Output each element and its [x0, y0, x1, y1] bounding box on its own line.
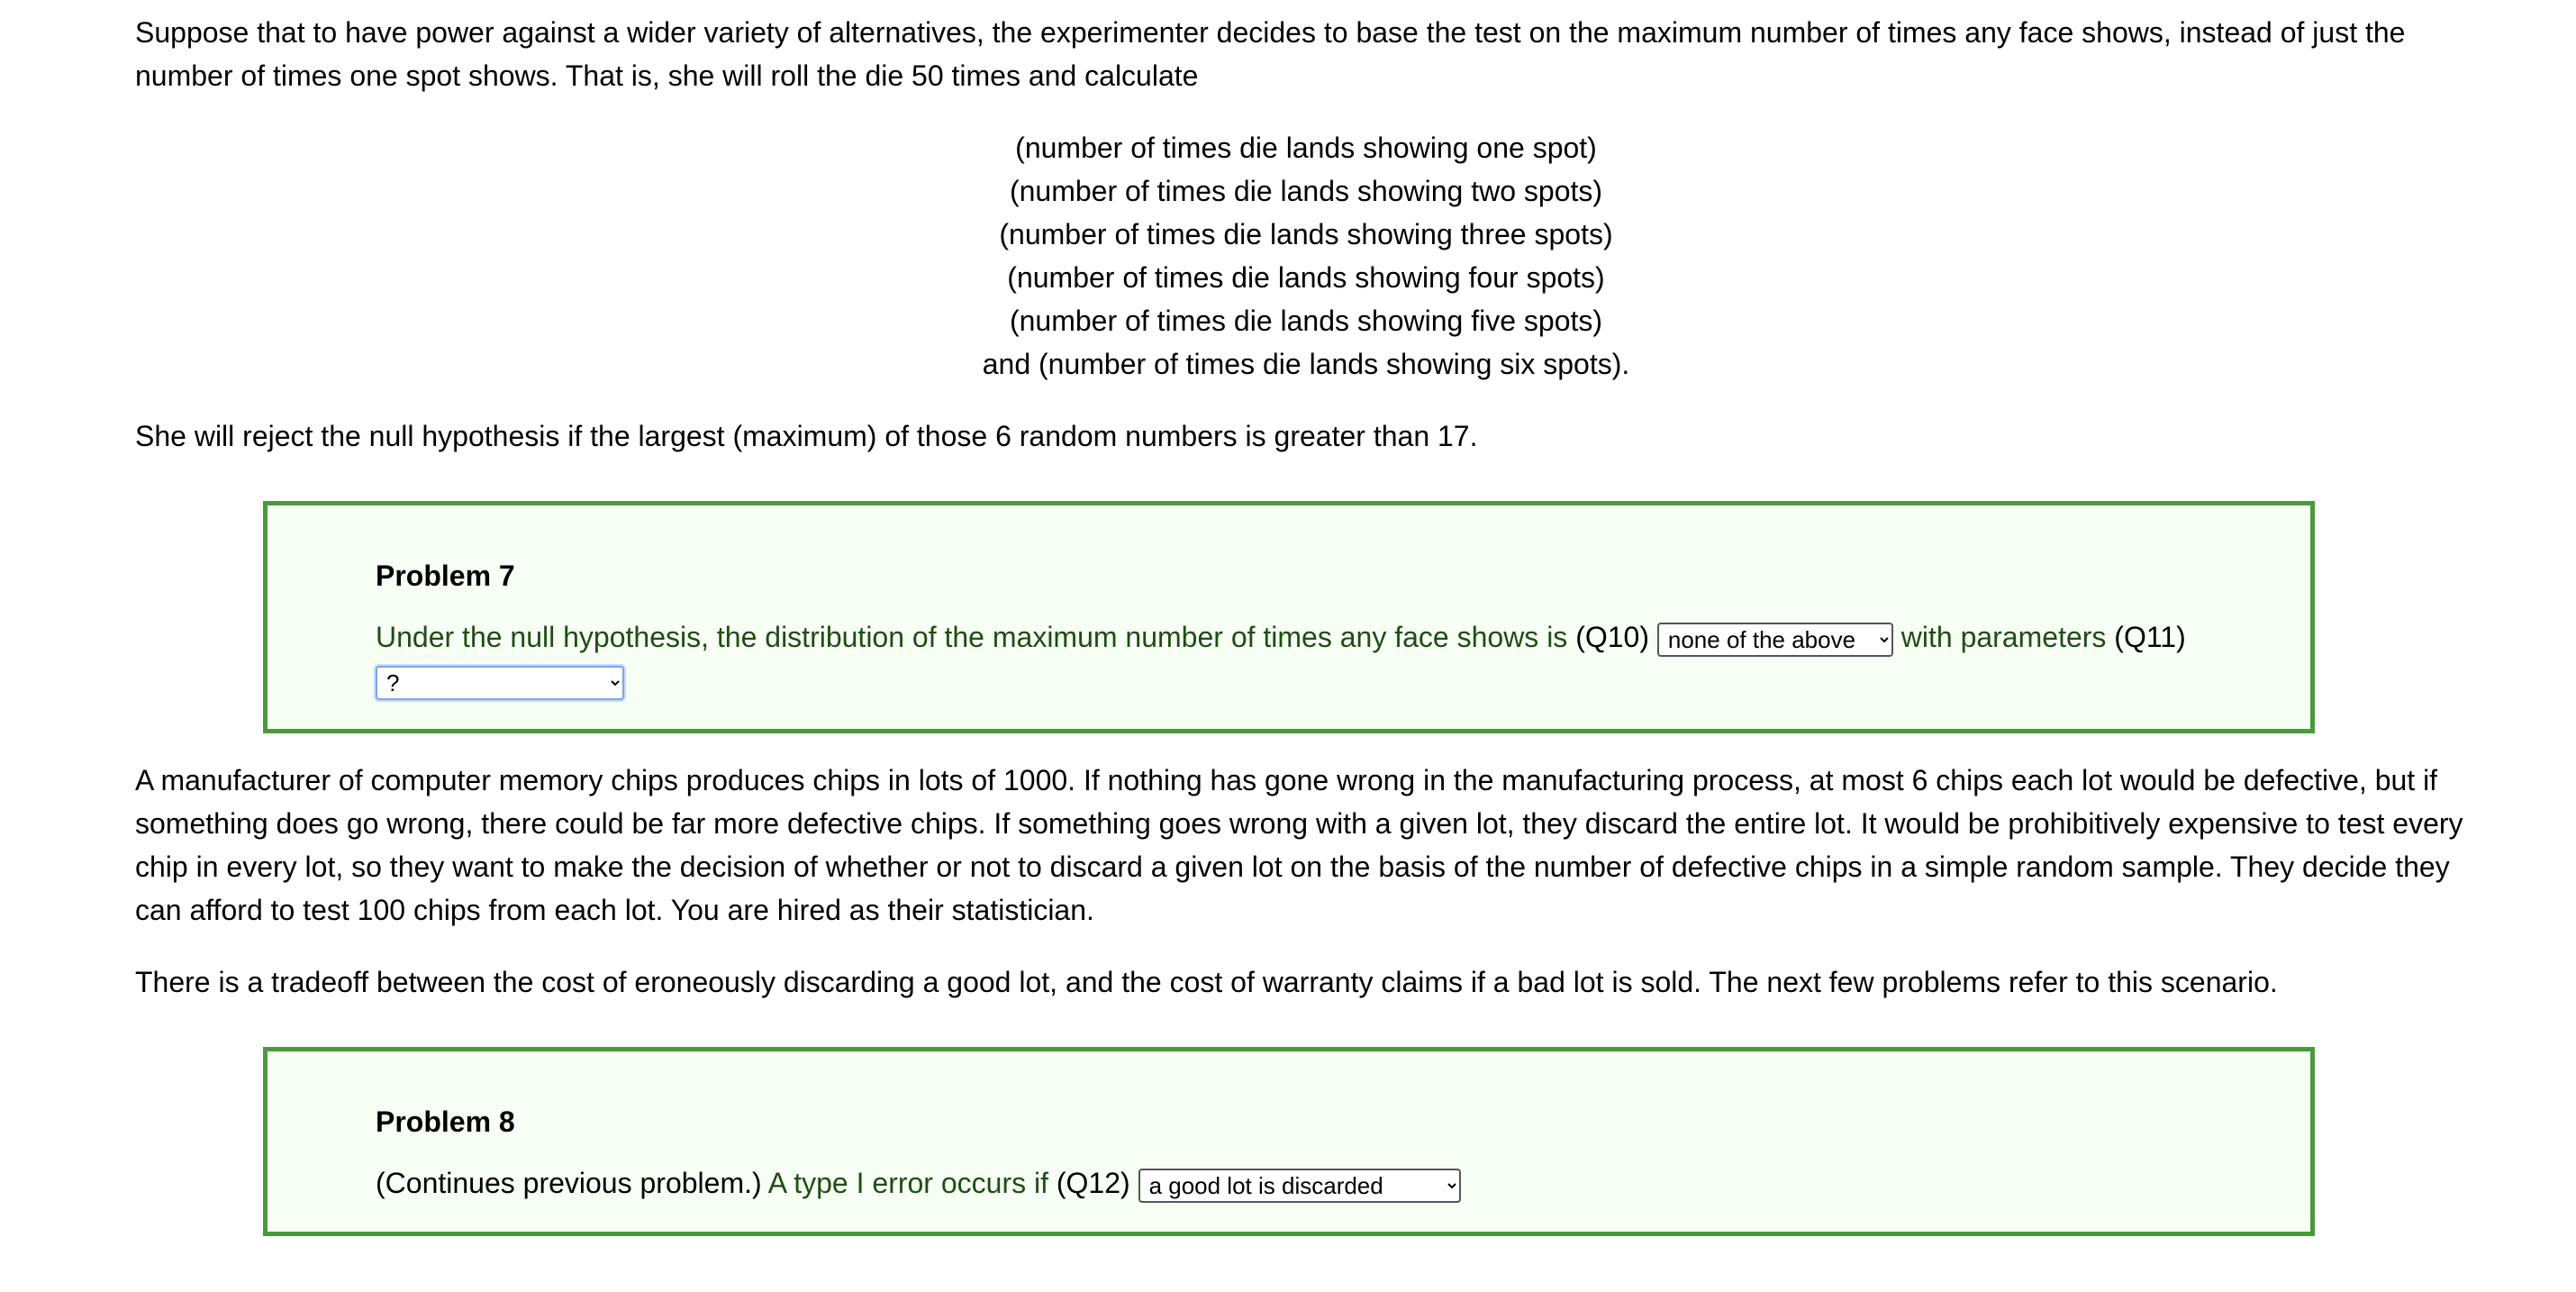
problem-8-prefix: (Continues previous problem.) [376, 1167, 762, 1199]
problem-7-box [263, 501, 2315, 733]
q11-label: (Q11) [2114, 621, 2186, 653]
problem-8-box [263, 1047, 2315, 1236]
scenario-paragraph-1: A manufacturer of computer memory chips produces chips in lots of 1000. If nothing has gone wrong in the manufacturing process, at most 6 chips each lot would be defective, but if something does go wrong, there could be far more defective chips. If something goes wrong with a given lot, they discard the entire lot. It would be prohibitively expensive to test every chip in every lot, so they want to make the decision of whether or not to discard a given lot on the basis of the number of defective chips in a simple random sample. They decide they can afford to test 100 chips from each lot. You are hired as their statistician. [135, 764, 2463, 926]
problem-7-question-part1: Under the null hypothesis, the distribution of the maximum number of times any face shows is [376, 621, 1568, 653]
scenario-paragraph-2: There is a tradeoff between the cost of eroneously discarding a good lot, and the cost of warranty claims if a bad lot is sold. The next few problems refer to this scenario. [135, 966, 2278, 998]
problem-7-question-part2: with parameters [1900, 621, 2107, 653]
intro-paragraph: Suppose that to have power against a wider variety of alternatives, the experimenter decides to base the test on the maximum number of times any face shows, instead of just the number of times one spot shows. That is, she will roll the die 50 times and calculate [135, 16, 2406, 92]
problem-7-text [376, 615, 2202, 702]
face-count-line: (number of times die lands showing four spots) [1007, 261, 1605, 294]
q10-label: (Q10) [1575, 621, 1649, 653]
face-count-line: (number of times die lands showing three spots) [999, 218, 1613, 250]
q10-select[interactable] [1657, 623, 1893, 657]
problem-8-question: A type I error occurs if [767, 1167, 1048, 1199]
problem-8-text [376, 1161, 2202, 1205]
face-count-line: (number of times die lands showing one spot) [1015, 132, 1597, 164]
reject-sentence: She will reject the null hypothesis if the largest (maximum) of those 6 random numbers is greater than 17. [135, 420, 1478, 452]
q12-label: (Q12) [1056, 1167, 1130, 1199]
problem-8-title: Problem 8 [376, 1105, 515, 1138]
face-count-line: and (number of times die lands showing six spots). [982, 348, 1630, 380]
face-count-line: (number of times die lands showing five spots) [1009, 305, 1603, 337]
q12-select[interactable] [1138, 1169, 1461, 1203]
problem-7-title: Problem 7 [376, 560, 515, 592]
face-count-list [135, 126, 2477, 386]
main-content [135, 11, 2477, 1236]
face-count-line: (number of times die lands showing two spots) [1009, 175, 1603, 207]
q11-select[interactable] [376, 666, 624, 700]
